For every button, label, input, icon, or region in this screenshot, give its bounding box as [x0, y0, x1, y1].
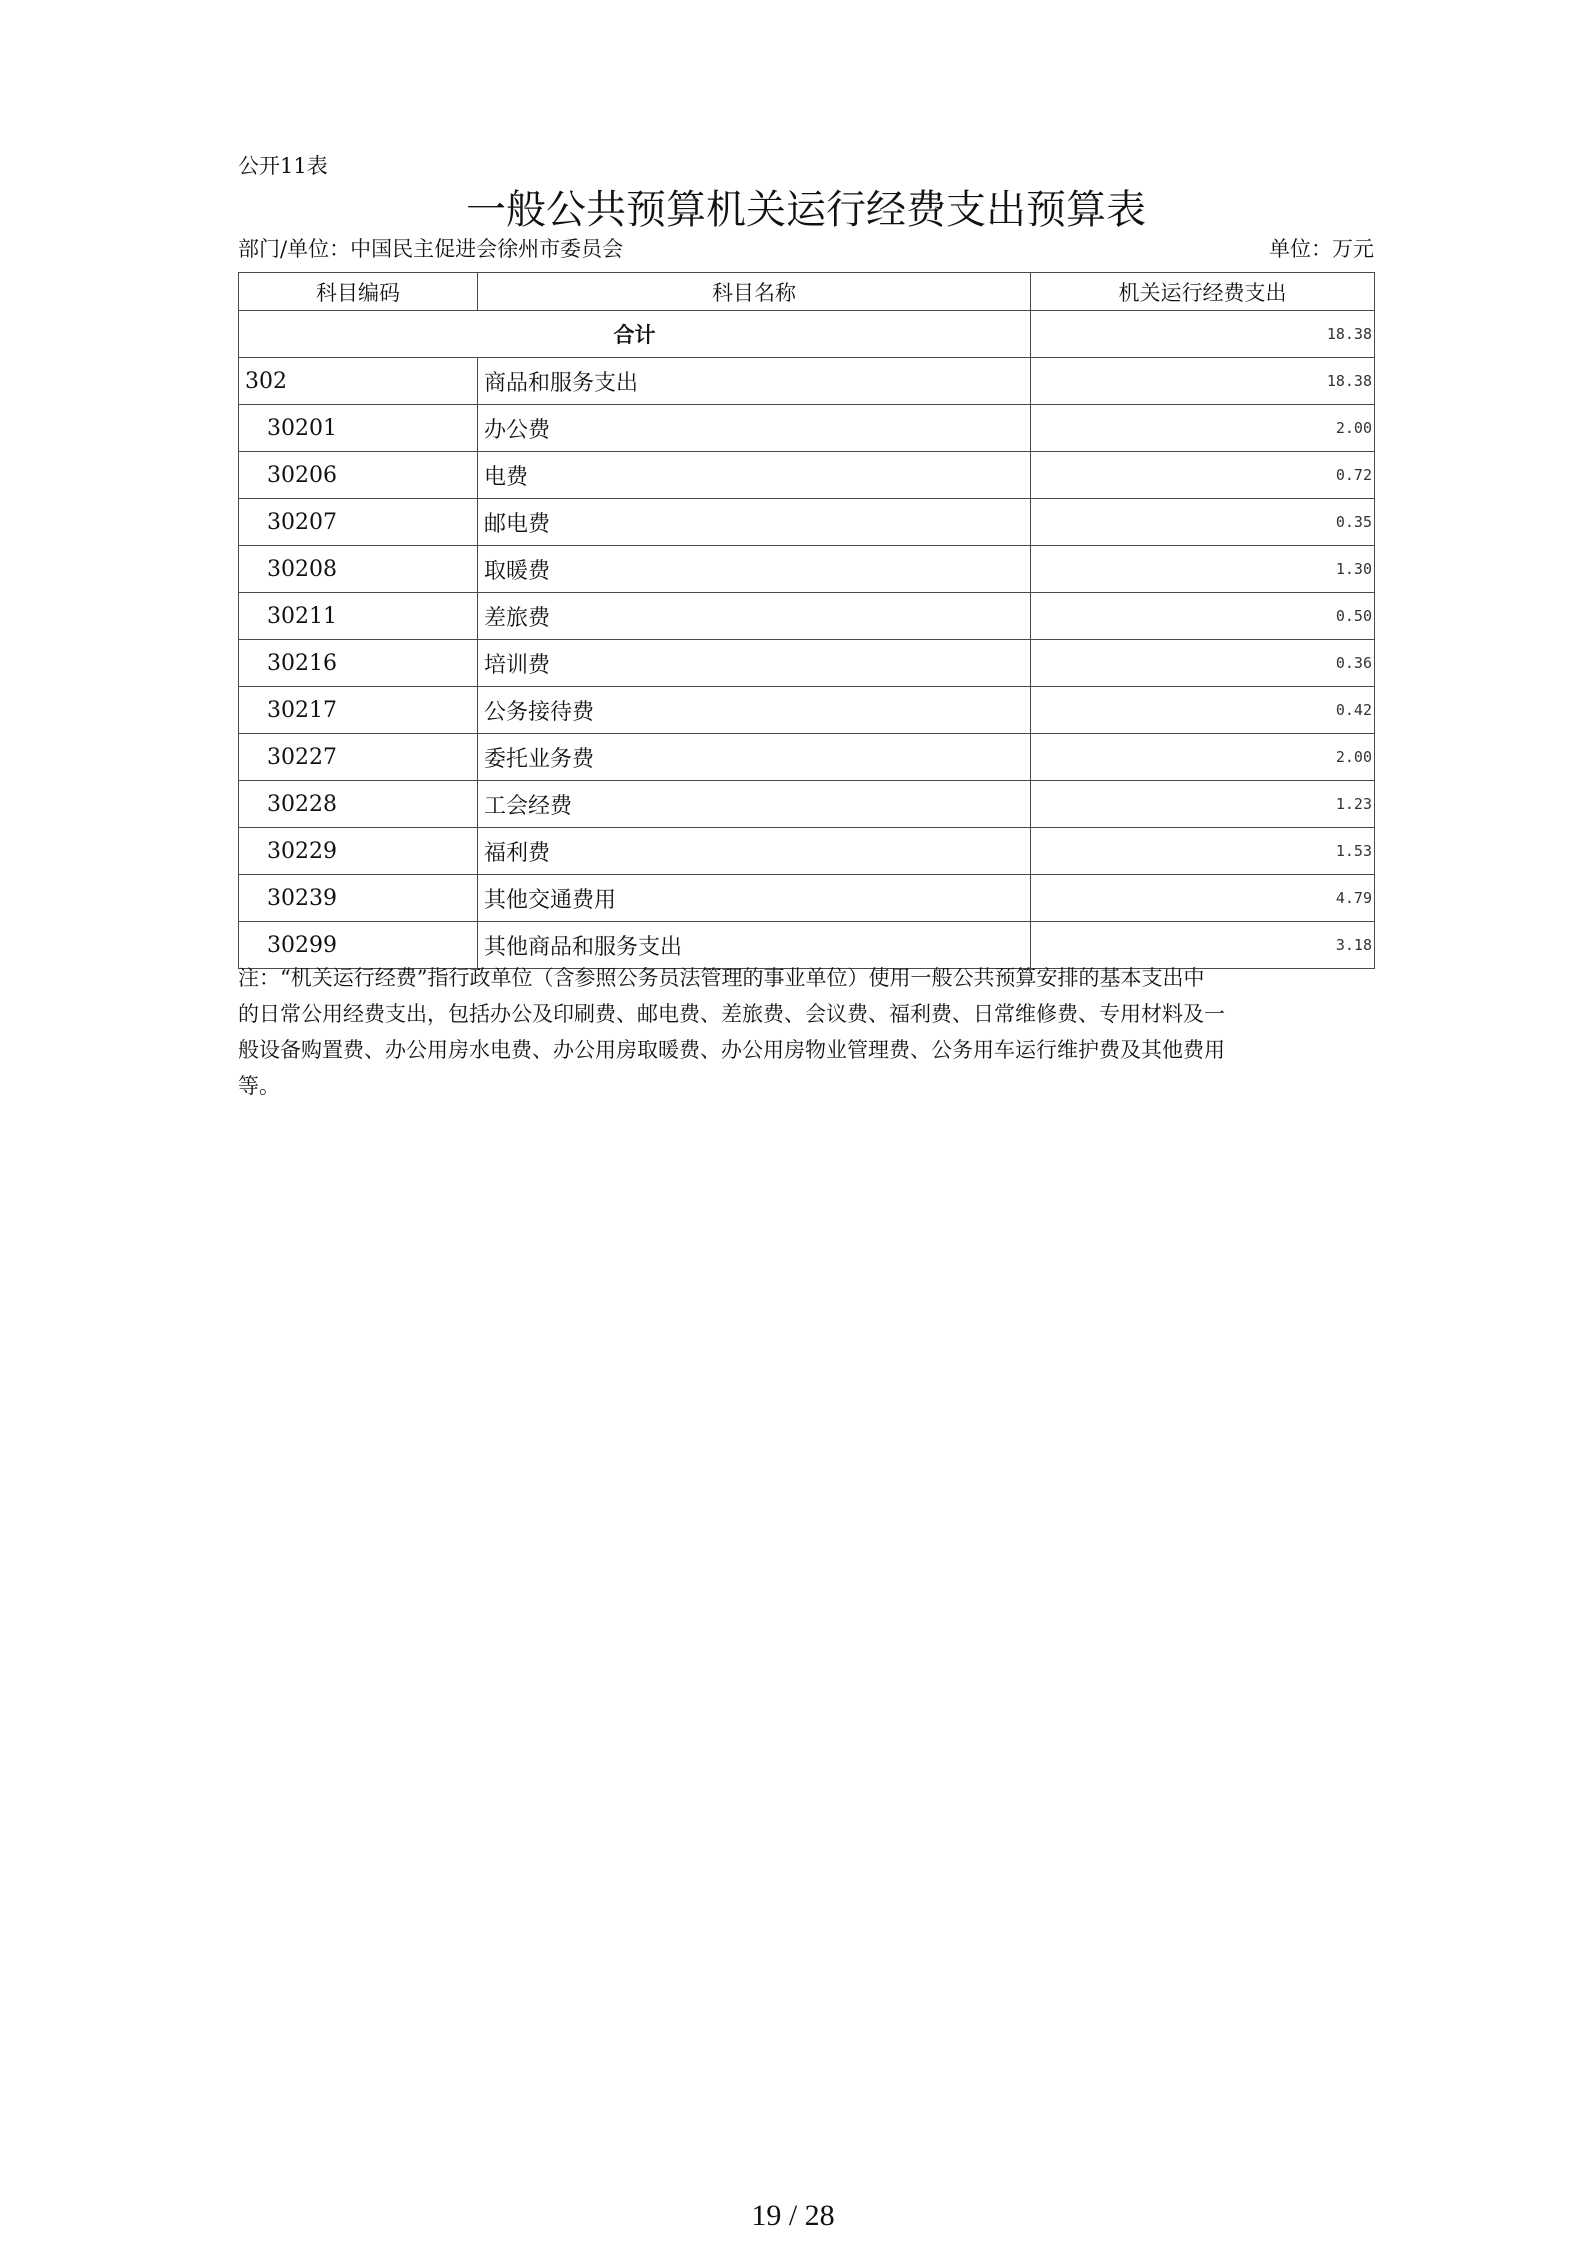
footnote-line: 等。 — [238, 1074, 280, 1098]
subject-name-cell: 其他商品和服务支出 — [478, 922, 1031, 969]
amount-cell: 1.30 — [1031, 546, 1375, 593]
budget-table — [238, 272, 1375, 969]
table-row — [239, 640, 1375, 687]
subject-code-cell: 30206 — [239, 452, 478, 499]
meta-row — [238, 234, 1374, 264]
page-title: 一般公共预算机关运行经费支出预算表 — [466, 187, 1146, 233]
table-row — [239, 546, 1375, 593]
subject-code-cell: 30217 — [239, 687, 478, 734]
subject-name-cell: 工会经费 — [478, 781, 1031, 828]
page-number: 19 / 28 — [751, 2199, 835, 2232]
subject-name-cell: 其他交通费用 — [478, 875, 1031, 922]
table-row — [239, 405, 1375, 452]
amount-cell: 2.00 — [1031, 734, 1375, 781]
subject-name-cell: 电费 — [478, 452, 1031, 499]
amount-cell: 1.23 — [1031, 781, 1375, 828]
form-code: 公开11表 — [238, 154, 328, 178]
total-row — [239, 311, 1375, 358]
unit-label: 单位：万元 — [1269, 237, 1374, 261]
subject-code-cell: 30216 — [239, 640, 478, 687]
subject-code-cell: 30239 — [239, 875, 478, 922]
amount-cell: 4.79 — [1031, 875, 1375, 922]
table-row — [239, 452, 1375, 499]
footnote-line: 的日常公用经费支出，包括办公及印刷费、邮电费、差旅费、会议费、福利费、日常维修费、专用材料及一 — [238, 1002, 1225, 1026]
table-row — [239, 593, 1375, 640]
department-label: 部门/单位：中国民主促进会徐州市委员会 — [238, 237, 624, 261]
total-amount: 18.38 — [1031, 311, 1375, 358]
column-header-code: 科目编码 — [239, 273, 478, 311]
table-row — [239, 358, 1375, 405]
amount-cell: 18.38 — [1031, 358, 1375, 405]
amount-cell: 2.00 — [1031, 405, 1375, 452]
subject-name-cell: 取暖费 — [478, 546, 1031, 593]
subject-code-cell: 30211 — [239, 593, 478, 640]
column-header-name: 科目名称 — [478, 273, 1031, 311]
amount-cell: 0.35 — [1031, 499, 1375, 546]
table-header-row — [239, 273, 1375, 311]
table-row — [239, 687, 1375, 734]
table-row — [239, 734, 1375, 781]
table-row — [239, 499, 1375, 546]
subject-name-cell: 差旅费 — [478, 593, 1031, 640]
column-header-amount: 机关运行经费支出 — [1031, 273, 1375, 311]
subject-code-cell: 30229 — [239, 828, 478, 875]
amount-cell: 0.50 — [1031, 593, 1375, 640]
subject-code-cell: 302 — [239, 358, 478, 405]
subject-name-cell: 办公费 — [478, 405, 1031, 452]
table-row — [239, 828, 1375, 875]
amount-cell: 3.18 — [1031, 922, 1375, 969]
subject-name-cell: 邮电费 — [478, 499, 1031, 546]
amount-cell: 0.36 — [1031, 640, 1375, 687]
subject-code-cell: 30228 — [239, 781, 478, 828]
table-row — [239, 875, 1375, 922]
subject-name-cell: 商品和服务支出 — [478, 358, 1031, 405]
table-row — [239, 781, 1375, 828]
footnote-line: 注：“机关运行经费”指行政单位（含参照公务员法管理的事业单位）使用一般公共预算安排的基本支出中 — [238, 966, 1205, 990]
subject-code-cell: 30208 — [239, 546, 478, 593]
subject-name-cell: 培训费 — [478, 640, 1031, 687]
amount-cell: 0.72 — [1031, 452, 1375, 499]
subject-name-cell: 公务接待费 — [478, 687, 1031, 734]
table-body — [239, 311, 1375, 969]
subject-code-cell: 30201 — [239, 405, 478, 452]
subject-code-cell: 30207 — [239, 499, 478, 546]
subject-name-cell: 福利费 — [478, 828, 1031, 875]
amount-cell: 0.42 — [1031, 687, 1375, 734]
subject-code-cell: 30227 — [239, 734, 478, 781]
footnote-line: 般设备购置费、办公用房水电费、办公用房取暖费、办公用房物业管理费、公务用车运行维护费及其他费用 — [238, 1038, 1225, 1062]
amount-cell: 1.53 — [1031, 828, 1375, 875]
total-label: 合计 — [239, 311, 1031, 358]
subject-code-cell: 30299 — [239, 922, 478, 969]
footnote — [238, 960, 1374, 1104]
subject-name-cell: 委托业务费 — [478, 734, 1031, 781]
